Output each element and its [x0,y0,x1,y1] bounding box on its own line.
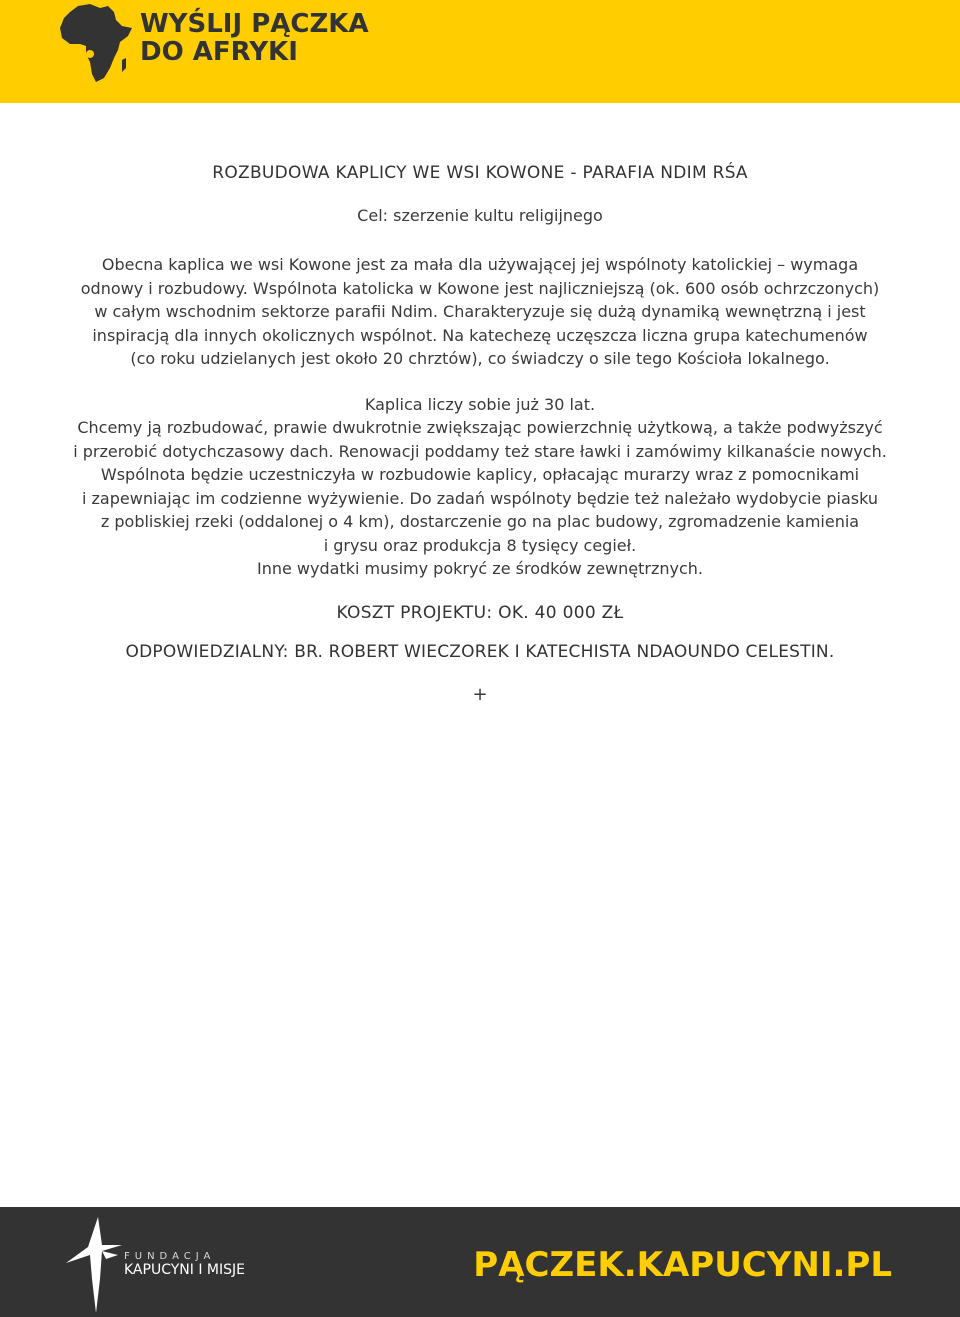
website-url[interactable]: PĄCZEK.KAPUCYNI.PL [473,1245,892,1285]
text-line: Inne wydatki musimy pokryć ze środków zewnętrznych. [257,559,703,578]
description-paragraph-2 [40,393,920,581]
logo-text [140,10,369,66]
header-banner [0,0,960,103]
logo-line-1: WYŚLIJ PĄCZKA [140,9,369,39]
foundation-name: KAPUCYNI I MISJE [124,1262,245,1278]
description-paragraph-1 [40,253,920,371]
text-line: w całym wschodnim sektorze parafii Ndim. Charakteryzuje się dużą dynamiką wewnętrzną i jest [94,302,866,321]
logo-line-2: DO AFRYKI [140,37,298,67]
text-line: Chcemy ją rozbudować, prawie dwukrotnie zwiększając powierzchnię użytkową, a także podwyższyć [77,418,883,437]
text-line: (co roku udzielanych jest około 20 chrztów), co świadczy o sile tego Kościoła lokalnego. [130,349,830,368]
text-line: Obecna kaplica we wsi Kowone jest za mała dla używającej jej wspólnoty katolickiej – wymaga [101,255,859,274]
plus-sign: + [472,683,488,705]
cross-logo-icon [62,1215,132,1315]
text-line: inspiracją dla innych okolicznych wspólnot. Na katechezę uczęszcza liczna grupa katechumenów [92,325,868,345]
foundation-label: FUNDACJA [124,1251,216,1262]
text-line: z pobliskiej rzeki (oddalonej o 4 km), dostarczenie go na plac budowy, zgromadzenie kamienia [100,512,860,531]
text-line: i zapewniając im codzienne wyżywienie. Do zadań wspólnoty będzie też należało wydobycie piasku [82,488,878,508]
project-responsible: ODPOWIEDZIALNY: BR. ROBERT WIECZOREK I KATECHISTA NDAOUNDO CELESTIN. [125,641,835,662]
footer-banner [0,1207,960,1317]
text-line: Wspólnota będzie uczestniczyła w rozbudowie kaplicy, opłacając murarzy wraz z pomocnikami [100,465,860,484]
text-line: i grysu oraz produkcja 8 tysięcy cegieł. [323,535,637,555]
text-line: odnowy i rozbudowy. Wspólnota katolicka w Kowone jest najliczniejszą (ok. 600 osób ochrzczonych) [80,278,880,298]
text-line: i przerobić dotychczasowy dach. Renowacji poddamy też stare ławki i zamówimy kilkanaście nowych. [73,441,887,461]
project-title: ROZBUDOWA KAPLICY WE WSI KOWONE - PARAFIA NDIM RŚA [212,163,748,183]
text-line: Kaplica liczy sobie już 30 lat. [364,394,596,414]
africa-map-icon [56,2,136,84]
main-content [40,158,920,706]
project-cost: KOSZT PROJEKTU: OK. 40 000 ZŁ [336,602,624,623]
project-goal: Cel: szerzenie kultu religijnego [357,206,603,225]
